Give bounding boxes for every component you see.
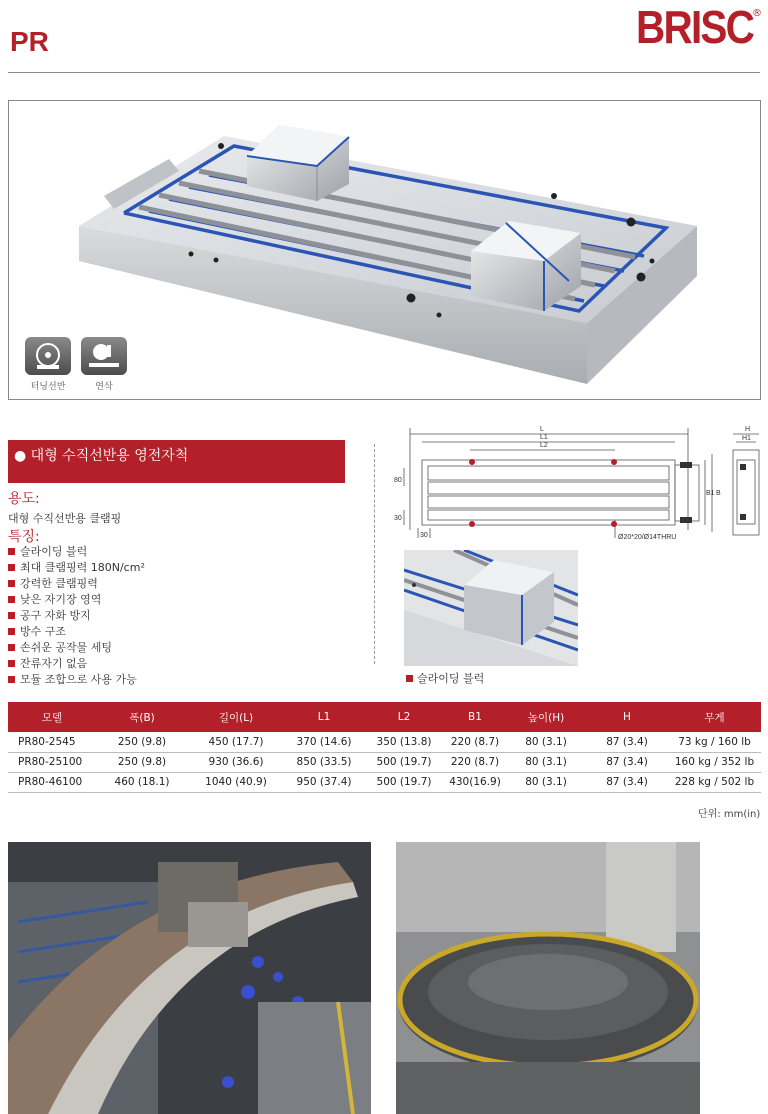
cell: 87 (3.4) xyxy=(586,772,668,792)
usage-text: 대형 수직선반용 클램핑 xyxy=(8,512,122,525)
headline-label: 대형 수직선반용 영전자척 xyxy=(30,448,189,464)
col-header: 높이(H) xyxy=(506,702,586,732)
feature-text: 손쉬운 공작물 세팅 xyxy=(20,641,113,654)
cell: 220 (8.7) xyxy=(444,752,506,772)
bullet-square-icon xyxy=(8,660,15,667)
dim-H1: H1 xyxy=(742,435,751,442)
grinding-icon xyxy=(81,337,127,375)
feature-text: 강력한 클램핑력 xyxy=(20,577,98,590)
bullet-square-icon xyxy=(8,628,15,635)
feature-text: 잔류자기 없음 xyxy=(20,657,88,670)
dim-30-vertical: 30 xyxy=(394,515,402,522)
bullet-square-icon xyxy=(8,596,15,603)
feature-item xyxy=(8,592,101,608)
feature-text: 공구 자화 방지 xyxy=(20,609,91,622)
cell: 850 (33.5) xyxy=(284,752,364,772)
table-row xyxy=(8,772,761,792)
cell: 460 (18.1) xyxy=(96,772,188,792)
cell-model: PR80-25100 xyxy=(8,752,96,772)
cell: 87 (3.4) xyxy=(586,752,668,772)
cell: 250 (9.8) xyxy=(96,752,188,772)
bullet-square-icon xyxy=(8,644,15,651)
cell: 950 (37.4) xyxy=(284,772,364,792)
bullet-square-icon xyxy=(8,676,15,683)
feature-text: 낮은 자기장 영역 xyxy=(20,593,102,606)
cell: 80 (3.1) xyxy=(506,732,586,752)
brand-logo: BRISC xyxy=(636,1,754,53)
dim-B: B xyxy=(716,490,721,497)
cell: 500 (19.7) xyxy=(364,752,444,772)
feature-item xyxy=(8,560,145,576)
cell: 73 kg / 160 lb xyxy=(668,732,761,752)
table-row xyxy=(8,732,761,752)
cell: 228 kg / 502 lb xyxy=(668,772,761,792)
turning-lathe-icon xyxy=(25,337,71,375)
cell: 160 kg / 352 lb xyxy=(668,752,761,772)
dim-L2: L2 xyxy=(540,442,548,449)
col-header: L1 xyxy=(284,702,364,732)
dim-30-horizontal: 30 xyxy=(420,532,428,539)
dim-80: 80 xyxy=(394,477,402,484)
col-header: 폭(B) xyxy=(96,702,188,732)
usage-title: 용도: xyxy=(8,491,40,507)
feature-item xyxy=(8,672,137,688)
dim-L: L xyxy=(540,426,544,433)
col-header: L2 xyxy=(364,702,444,732)
technical-drawing xyxy=(390,420,765,550)
bullet-square-icon xyxy=(406,675,413,682)
dim-B1: B1 xyxy=(706,490,715,497)
col-header: 길이(L) xyxy=(188,702,284,732)
installation-photo-right xyxy=(396,842,700,1114)
feature-item xyxy=(8,656,87,672)
app-label-turning: 터닝선반 xyxy=(30,382,66,392)
feature-text: 슬라이딩 블럭 xyxy=(20,545,88,558)
dim-H: H xyxy=(745,426,751,433)
cell: 430(16.9) xyxy=(444,772,506,792)
registered-mark: ® xyxy=(752,8,762,19)
feature-text: 방수 구조 xyxy=(20,625,67,638)
page-title: PR xyxy=(10,26,49,57)
col-header: H xyxy=(586,702,668,732)
sliding-block-detail-image xyxy=(404,550,578,666)
col-header: 무게 xyxy=(668,702,761,732)
cell-model: PR80-46100 xyxy=(8,772,96,792)
dim-hole: Ø20*20/Ø14THRU xyxy=(618,534,677,541)
feature-item xyxy=(8,544,87,560)
headline-text: ● 대형 수직선반용 영전자척 xyxy=(14,448,189,464)
feature-item xyxy=(8,576,98,592)
cell: 250 (9.8) xyxy=(96,732,188,752)
cell: 87 (3.4) xyxy=(586,732,668,752)
bullet-square-icon xyxy=(8,564,15,571)
bullet-square-icon xyxy=(8,548,15,555)
feature-item xyxy=(8,624,66,640)
cell-model: PR80-2545 xyxy=(8,732,96,752)
cell: 80 (3.1) xyxy=(506,772,586,792)
cell: 350 (13.8) xyxy=(364,732,444,752)
detail-caption-text: 슬라이딩 블럭 xyxy=(417,672,485,685)
detail-caption xyxy=(406,670,484,686)
dim-L1: L1 xyxy=(540,434,548,441)
cell: 500 (19.7) xyxy=(364,772,444,792)
table-row xyxy=(8,752,761,772)
cell: 1040 (40.9) xyxy=(188,772,284,792)
cell: 80 (3.1) xyxy=(506,752,586,772)
feature-text: 모듈 조합으로 사용 가능 xyxy=(20,673,137,686)
feature-item xyxy=(8,640,112,656)
features-title: 특징: xyxy=(8,529,40,545)
cell: 220 (8.7) xyxy=(444,732,506,752)
cell: 370 (14.6) xyxy=(284,732,364,752)
unit-note: 단위: mm(in) xyxy=(698,809,761,820)
bullet-square-icon xyxy=(8,612,15,619)
feature-item xyxy=(8,608,91,624)
app-label-grinding: 연삭 xyxy=(95,382,113,392)
feature-text: 최대 클램핑력 180N/cm² xyxy=(20,561,145,574)
table-header-row xyxy=(8,702,761,732)
col-header: B1 xyxy=(444,702,506,732)
header-divider xyxy=(8,72,760,73)
col-header: 모델 xyxy=(8,702,96,732)
bullet-square-icon xyxy=(8,580,15,587)
cell: 930 (36.6) xyxy=(188,752,284,772)
cell: 450 (17.7) xyxy=(188,732,284,752)
column-divider xyxy=(374,444,375,664)
product-hero-image xyxy=(8,100,761,400)
spec-table xyxy=(8,702,761,793)
installation-photo-left xyxy=(8,842,371,1114)
